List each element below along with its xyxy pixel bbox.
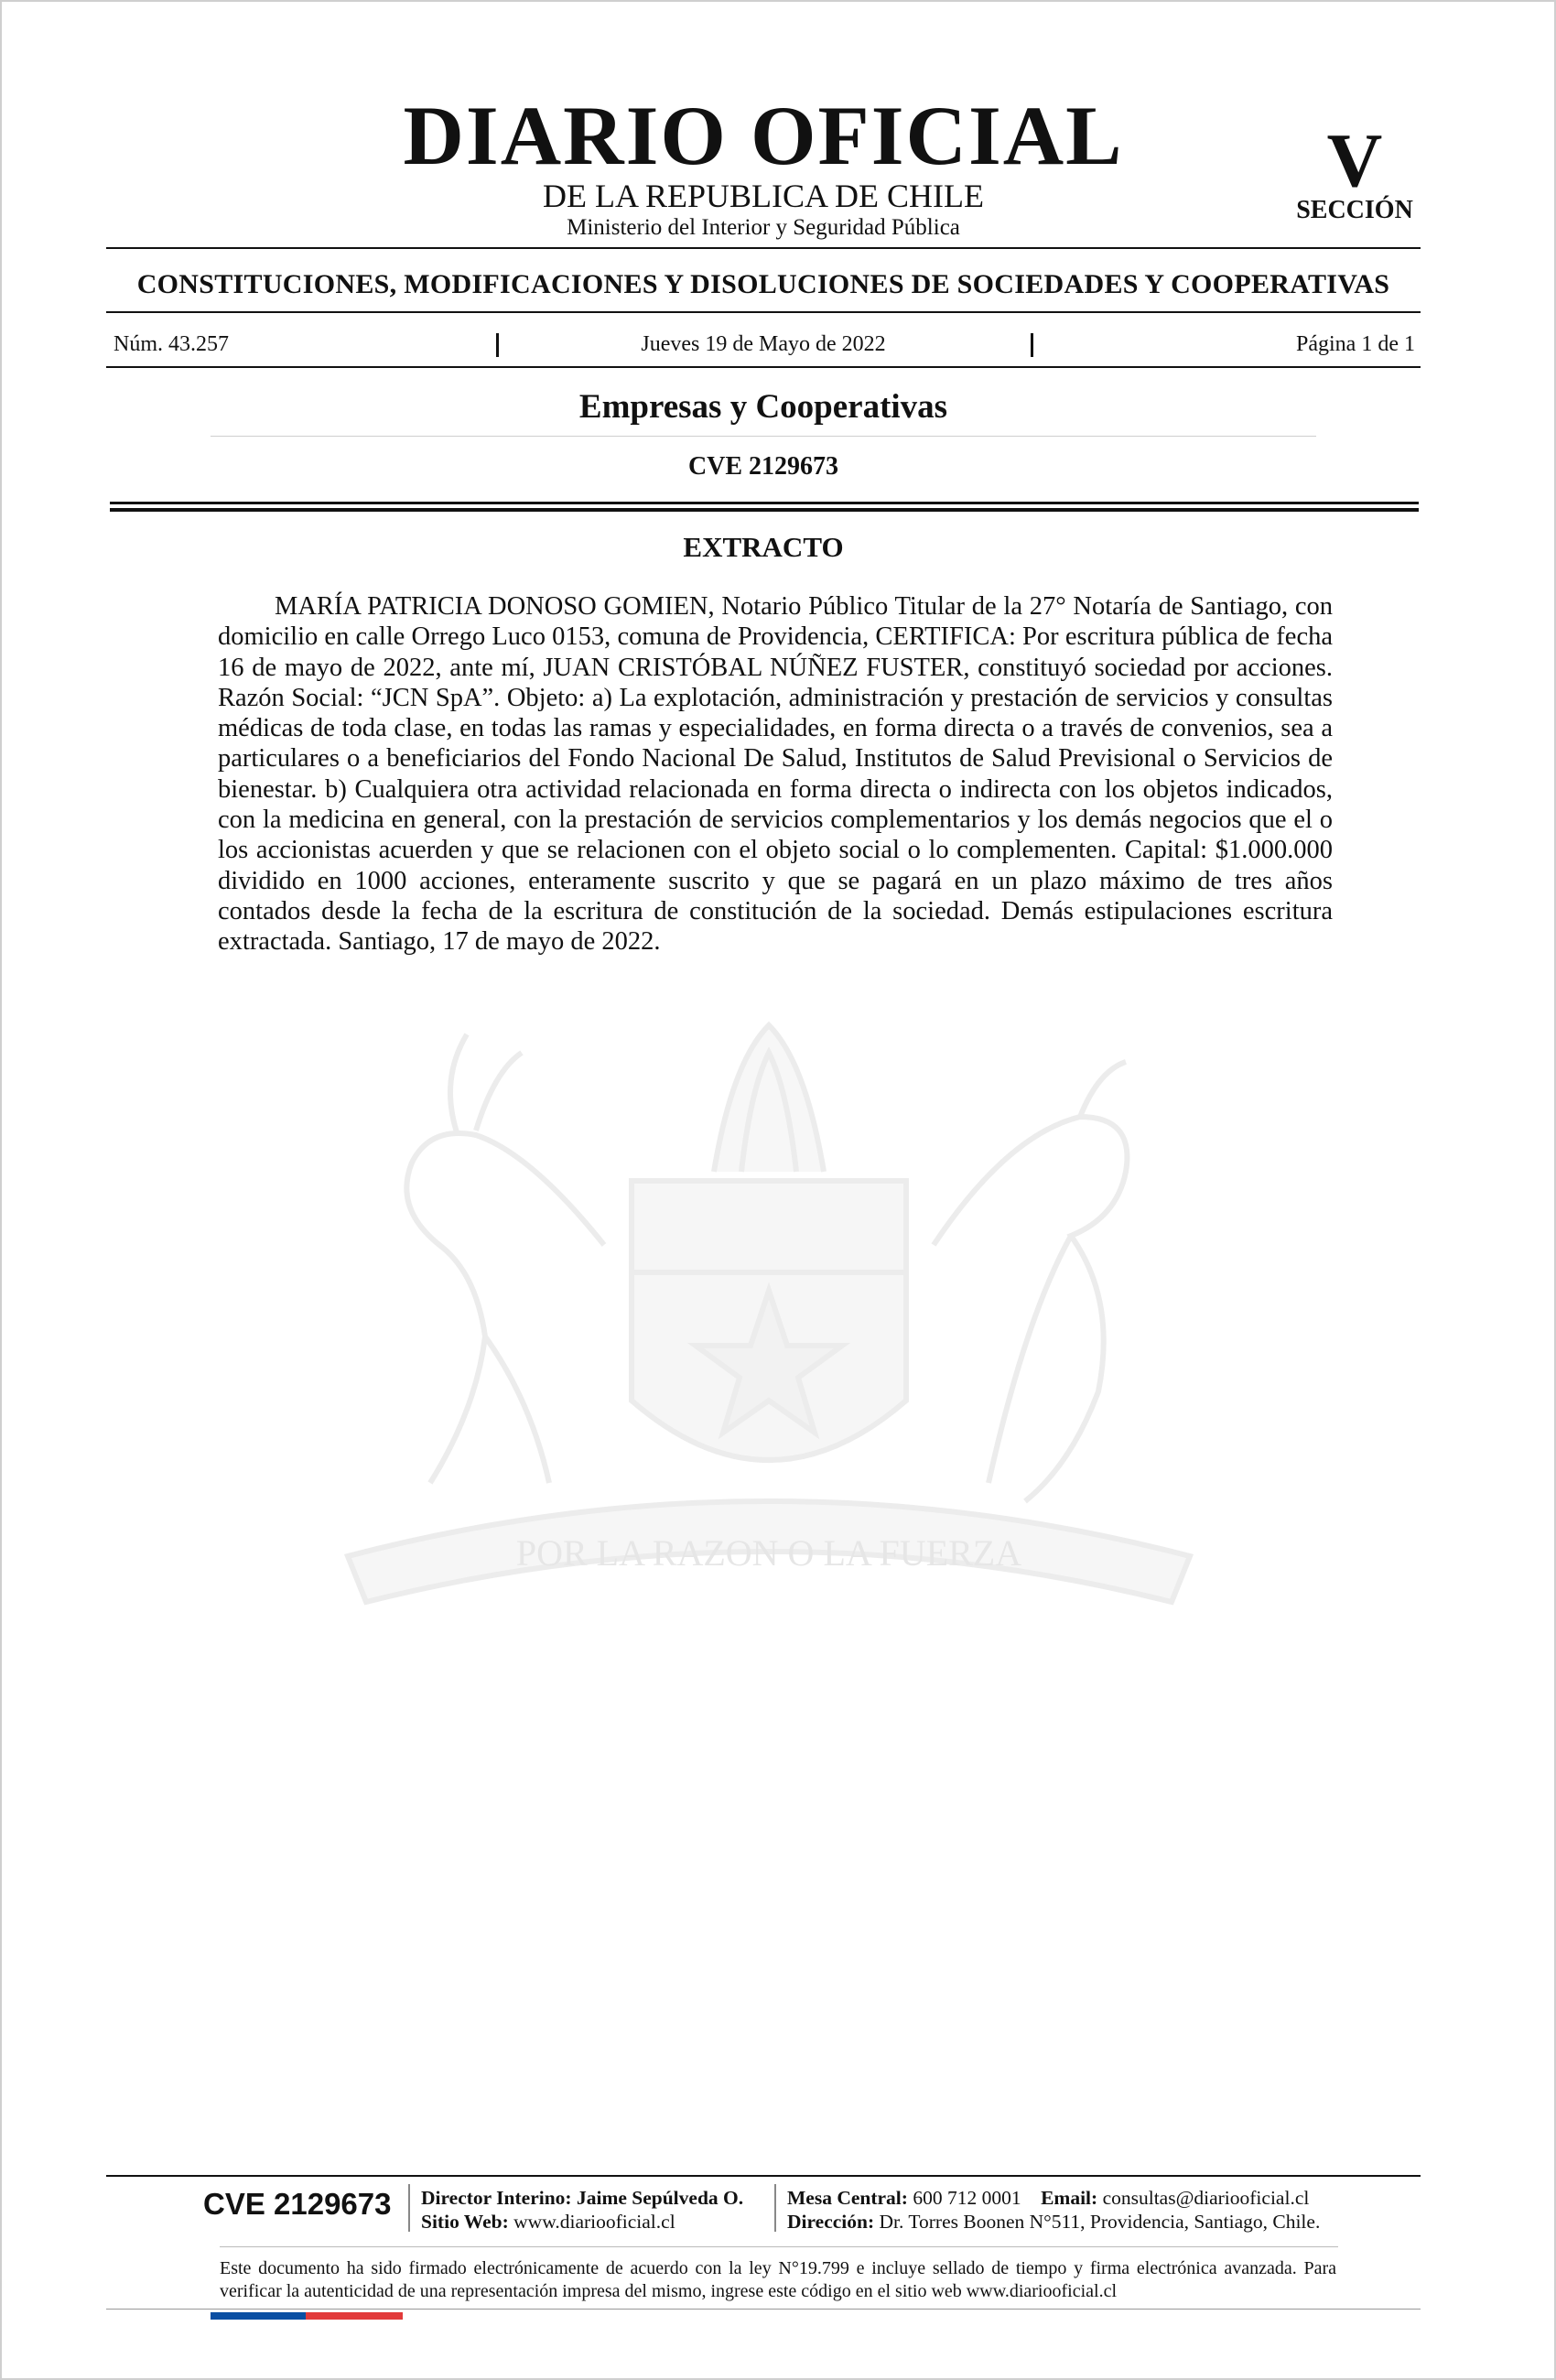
issue-number: Núm. 43.257 — [113, 332, 229, 356]
header-rule-top — [106, 247, 1421, 249]
cve-code: CVE 2129673 — [687, 452, 839, 481]
address-value: Dr. Torres Boonen N°511, Providencia, Santiago, Chile. — [879, 2211, 1321, 2233]
masthead-subtitle: DE LA REPUBLICA DE CHILE — [543, 178, 984, 214]
phone-label: Mesa Central: — [787, 2187, 908, 2209]
category-rule — [106, 311, 1421, 313]
masthead-title: DIARIO OFICIAL — [403, 89, 1124, 182]
footer-cve-code: CVE 2129673 — [203, 2187, 392, 2221]
footer-rule-mid — [220, 2246, 1338, 2247]
director-name: Jaime Sepúlveda O. — [576, 2187, 744, 2209]
extracto-body: MARÍA PATRICIA DONOSO GOMIEN, Notario Público Titular de la 27° Notaría de Santiago, con domicilio en calle Orrego Luco 0153, comuna de Providencia, CERTIFICA: Por escritura pública de fecha 16 de mayo de 2022, ante mí, JUAN CRISTÓBAL NÚÑEZ FUSTER, constituyó sociedad por acciones. Razón Social: “JCN SpA”. Objeto: a) La explotación, administración y prestación de servicios y consultas médicas de toda clase, en todas las ramas y especialidades, en forma directa o a través de convenios, sea a particulares o a beneficiarios del Fondo Nacional De Salud, Institutos de Salud Previsional o Servicios de bienestar. b) Cualquiera otra actividad relacionada en forma directa o indirecta con los objetos indicados, con la medicina en general, con la prestación de servicios complementarios y los demás negocios que el o los accionistas acuerden y que se relacionen con el objeto social o lo complementen. Capital: $1.000.000 dividido en 1000 acciones, enteramente suscrito y que se pagará en un plazo máximo de tres años contados desde la fecha de la escritura de constitución de la sociedad. Demás estipulaciones escritura extractada. Santiago, 17 de mayo de 2022. — [218, 592, 1333, 957]
issue-row — [112, 331, 1415, 357]
category-title: CONSTITUCIONES, MODIFICACIONES Y DISOLUCIONES DE SOCIEDADES Y COOPERATIVAS — [136, 269, 1390, 299]
email-label: Email: — [1041, 2187, 1098, 2209]
issue-date: Jueves 19 de Mayo de 2022 — [641, 332, 886, 356]
footer-rule-bottom — [106, 2309, 1421, 2310]
email-link[interactable]: consultas@diariooficial.cl — [1102, 2187, 1310, 2209]
flag-stripe-red — [306, 2312, 403, 2320]
section-word: SECCIÓN — [1296, 196, 1413, 224]
footer-contact-block — [787, 2186, 1320, 2234]
chile-coat-of-arms-icon — [201, 970, 1336, 1666]
double-rule-bottom — [110, 508, 1419, 512]
address-label: Dirección: — [787, 2211, 875, 2233]
footer-legal-notice: Este documento ha sido firmado electrónicamente de acuerdo con la ley N°19.799 e incluye sellado de tiempo y firma electrónica avanzada. Para verificar la autenticidad de una representación impresa del mismo, ingrese este código en el sitio web www.diariooficial.cl — [220, 2258, 1336, 2301]
web-link[interactable]: www.diariooficial.cl — [513, 2211, 675, 2233]
extracto-heading: EXTRACTO — [683, 531, 844, 563]
section-letter: V — [1326, 118, 1383, 203]
subsection-rule — [211, 436, 1316, 437]
phone-value: 600 712 0001 — [913, 2187, 1021, 2209]
footer-rule-top — [106, 2175, 1421, 2177]
double-rule-top — [110, 502, 1419, 504]
issue-rule — [106, 366, 1421, 368]
footer-separator — [774, 2184, 776, 2232]
director-label: Director Interino: — [421, 2187, 572, 2209]
subsection-title: Empresas y Cooperativas — [578, 388, 948, 426]
masthead-ministry: Ministerio del Interior y Seguridad Pública — [567, 215, 960, 240]
footer-director-block — [421, 2186, 743, 2234]
issue-page: Página 1 de 1 — [1296, 332, 1415, 356]
flag-stripe-blue — [211, 2312, 306, 2320]
footer-separator — [408, 2184, 410, 2232]
issue-separator — [1031, 333, 1033, 357]
watermark-motto: POR LA RAZON O LA FUERZA — [515, 1532, 1022, 1574]
web-label: Sitio Web: — [421, 2211, 509, 2233]
